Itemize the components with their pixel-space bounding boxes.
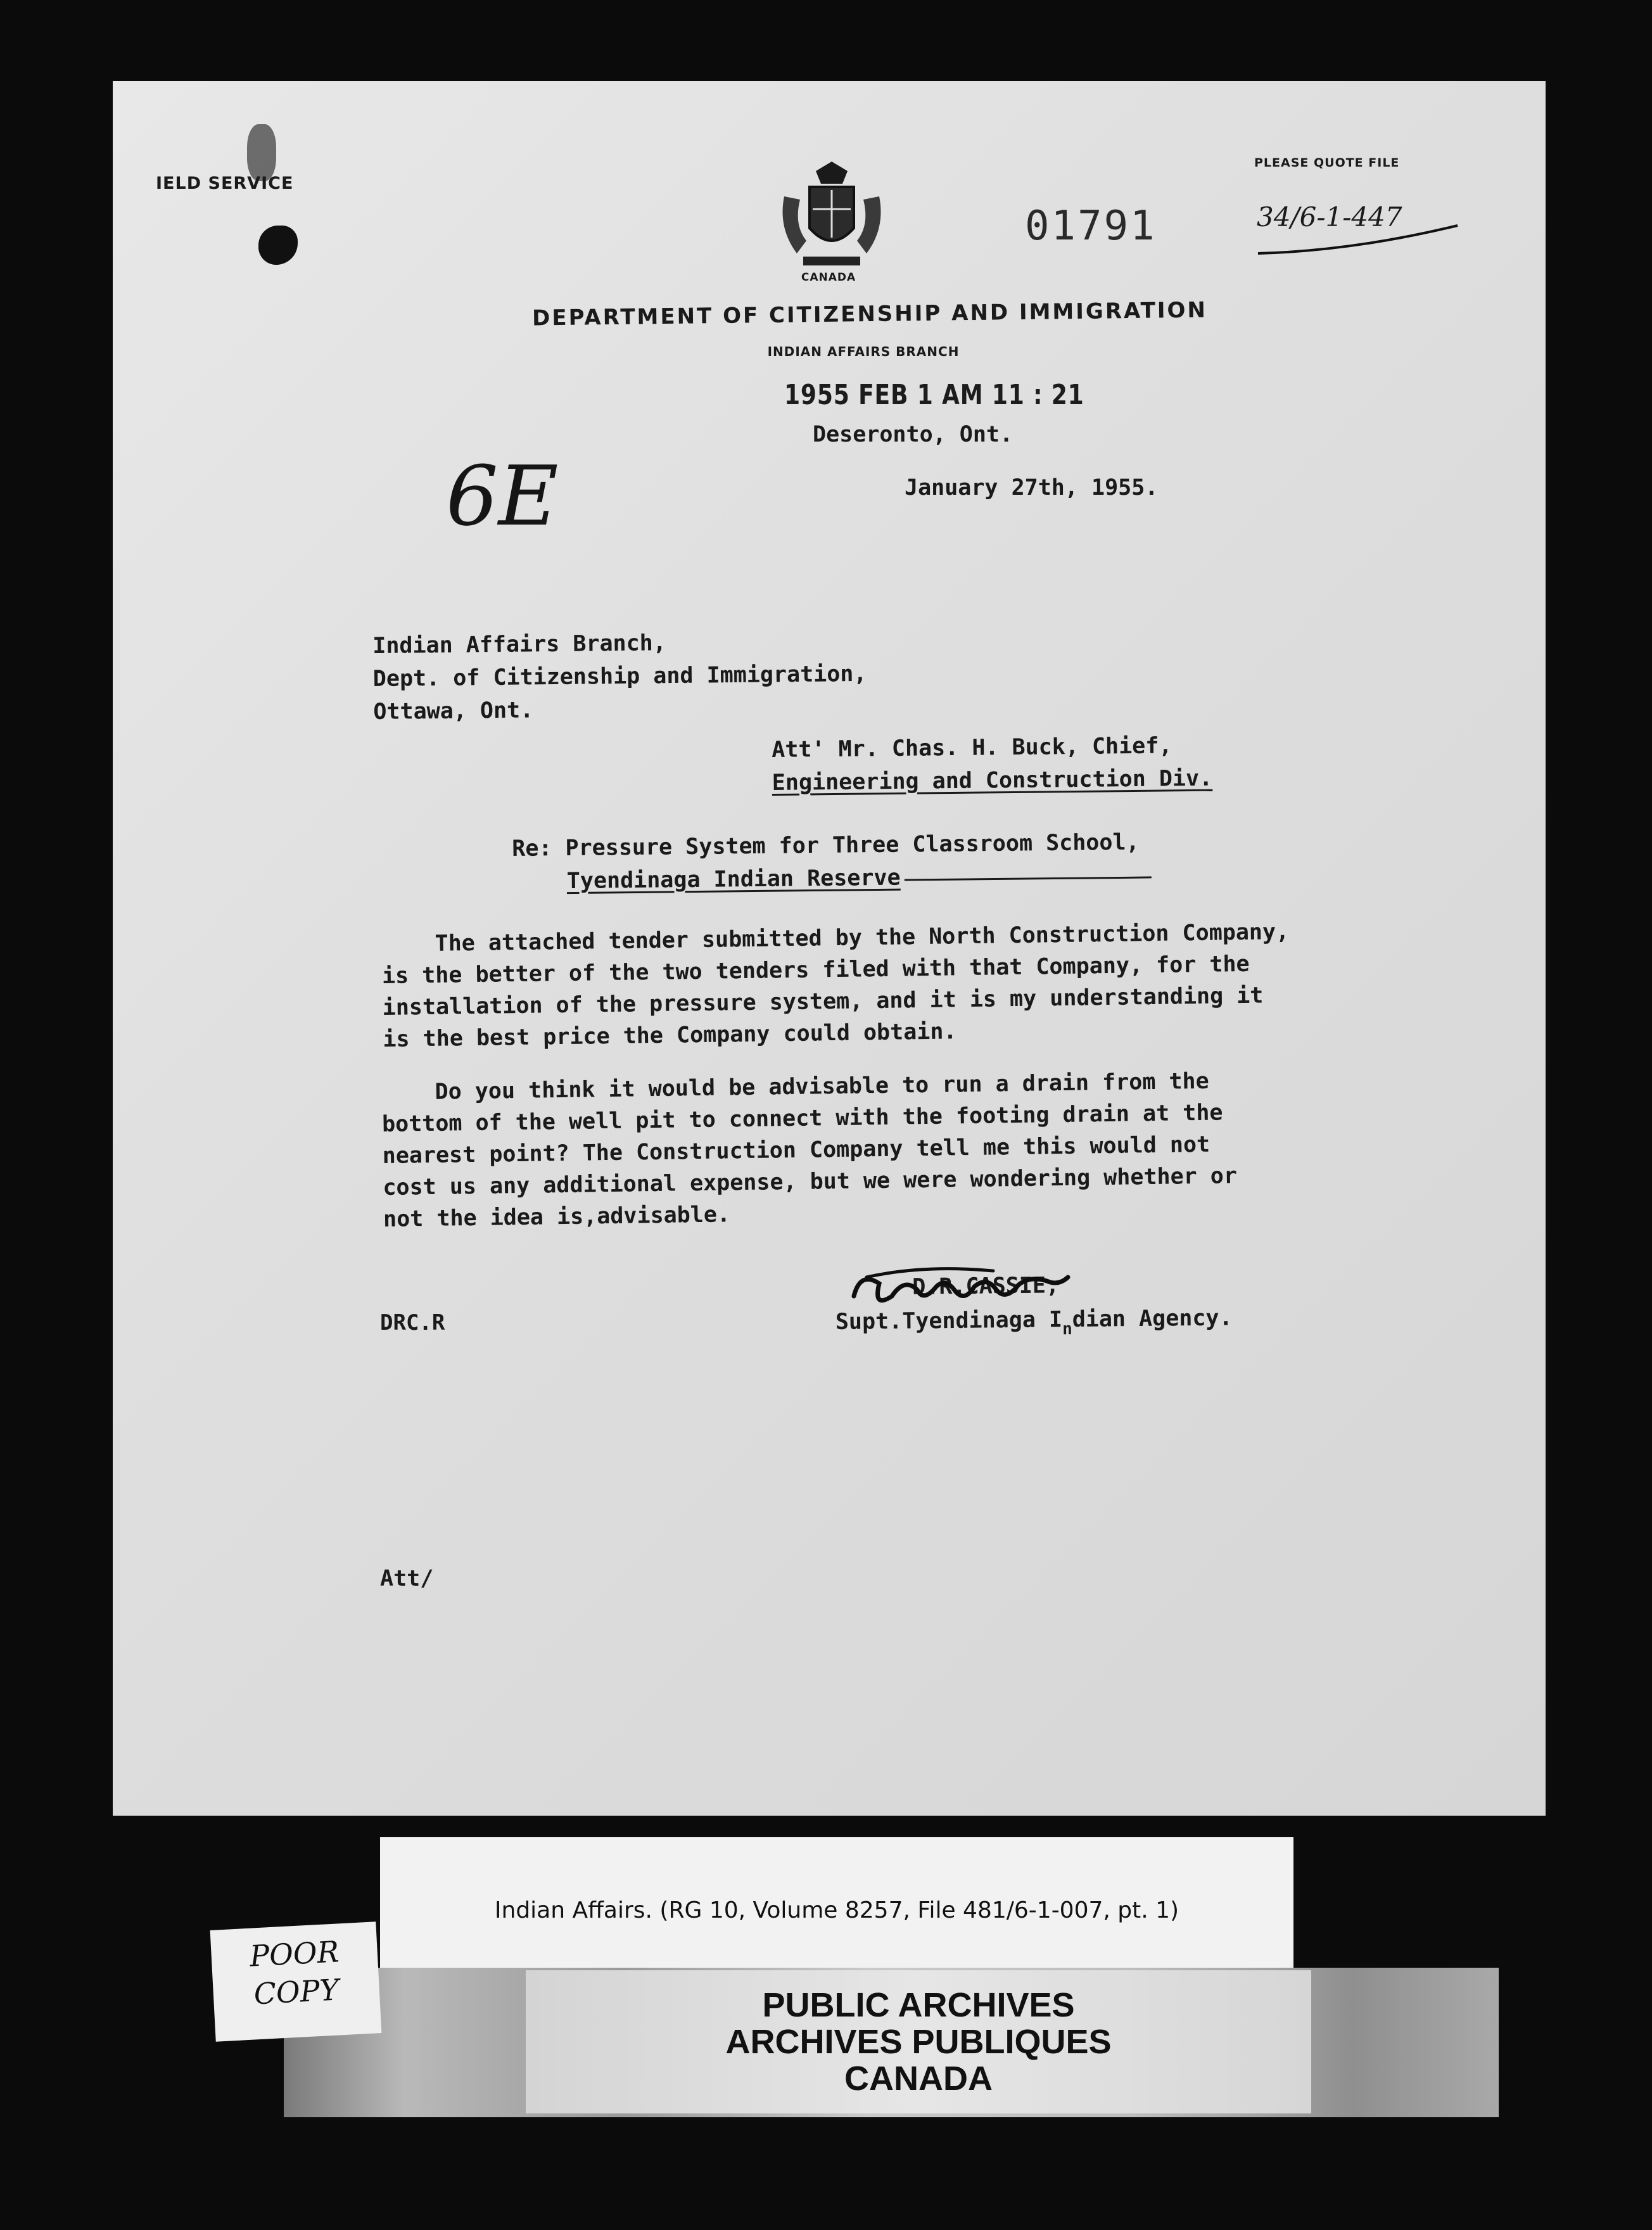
- quote-file-number: 34/6-1-447: [1257, 201, 1402, 233]
- branch-heading: INDIAN AFFAIRS BRANCH: [767, 344, 960, 359]
- letter-page: [113, 81, 1546, 1816]
- attachment-note: Att/: [380, 1566, 434, 1591]
- handwritten-signature: [835, 1252, 1076, 1328]
- archive-reference-label: [380, 1837, 1293, 1983]
- body-paragraph-1: The attached tender submitted by the North Construction Company, is the better of the two tenders filed with that Company, for the installation of the pressure system, and it is my understanding it is the best price the Company could obtain.: [381, 919, 1290, 1052]
- recipient-address: [372, 625, 867, 729]
- address-line: Ottawa, Ont.: [373, 698, 534, 725]
- address-line: Dept. of Citizenship and Immigration,: [372, 661, 867, 692]
- body-paragraph-2: Do you think it would be advisable to run a drain from the bottom of the well pit to connect with the footing drain at the nearest point? The Construction Company tell me this would not cost us any additional expense, but we were wondering whether or not the idea is,advisable.: [381, 1068, 1238, 1232]
- signer-name: D.R.CASSIE,: [912, 1273, 1060, 1300]
- ink-smudge: [247, 124, 276, 181]
- subject-reserve: Tyendinaga Indian Reserve: [566, 865, 901, 895]
- quote-underline-stroke: [1252, 214, 1461, 265]
- letter-place: Deseronto, Ont.: [813, 422, 1013, 447]
- attention-block: [772, 729, 1212, 800]
- subject-line-2-wrap: [512, 858, 1152, 898]
- file-number-stamp: 01791: [1025, 203, 1157, 250]
- poor-copy-line: COPY: [253, 1972, 340, 2011]
- ink-blot: [258, 226, 298, 265]
- subject-rule: [905, 876, 1152, 881]
- archives-label-line: PUBLIC ARCHIVES: [762, 1986, 1075, 2024]
- crest-caption: CANADA: [801, 271, 856, 284]
- received-date-stamp: 1955 FEB 1 AM 11 : 21: [784, 379, 1084, 411]
- public-archives-label: [526, 1970, 1311, 2113]
- archives-label-line: ARCHIVES PUBLIQUES: [725, 2023, 1112, 2061]
- attention-division: Engineering and Construction Div.: [772, 765, 1213, 796]
- subject-block: [512, 825, 1152, 898]
- subject-line: Re: Pressure System for Three Classroom School,: [512, 829, 1140, 862]
- archive-reference-text: Indian Affairs. (RG 10, Volume 8257, File 481/6-1-007, pt. 1): [494, 1897, 1179, 1923]
- signer-title-part: n: [1062, 1320, 1073, 1339]
- address-line: Indian Affairs Branch,: [372, 630, 667, 659]
- archives-label-line: CANADA: [844, 2060, 993, 2098]
- letter-date: January 27th, 1955.: [905, 475, 1159, 500]
- signer-title-part: Supt.Tyendinaga I: [835, 1307, 1063, 1335]
- handwritten-note: [442, 430, 559, 544]
- signer-title-part: dian Agency.: [1072, 1305, 1233, 1333]
- poor-copy-line: POOR: [248, 1934, 340, 1973]
- department-heading: DEPARTMENT OF CITIZENSHIP AND IMMIGRATION: [531, 297, 1208, 331]
- poor-copy-note: [210, 1921, 382, 2041]
- typist-initials: DRC.R: [380, 1310, 445, 1335]
- attention-line: Att' Mr. Chas. H. Buck, Chief,: [772, 733, 1172, 763]
- field-service-heading: IELD SERVICE: [156, 174, 294, 193]
- svg-text:6E: 6E: [446, 448, 559, 544]
- quote-file-label: PLEASE QUOTE FILE: [1254, 156, 1400, 170]
